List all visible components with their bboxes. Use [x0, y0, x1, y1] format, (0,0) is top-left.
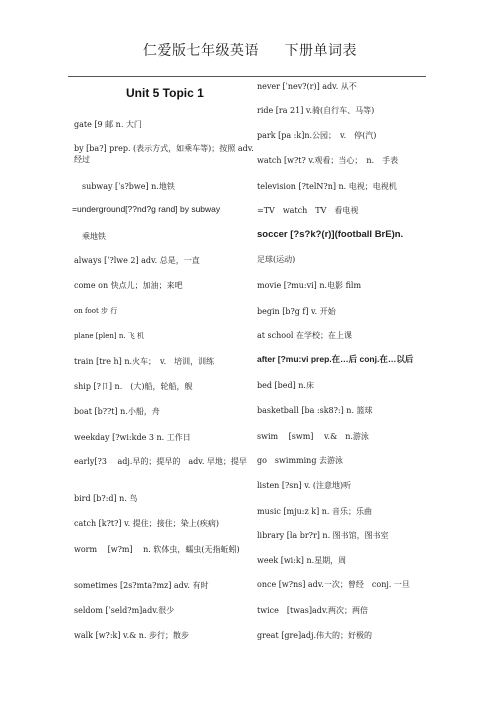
page-title: 仁爱版七年级英语 下册单词表: [143, 43, 357, 59]
list-item: movie [?mu:vi] n.电影 film: [257, 281, 362, 290]
list-item: =underground[??nd?g rand] by subway: [72, 204, 221, 214]
list-item: television [?telN?n] n. 电视；电视机: [257, 182, 397, 191]
list-item: early[?3 adj.早的；提早的 adv. 早地；提早: [74, 457, 247, 466]
list-item: ship [?卩] n. (大)船，轮船，舰: [74, 382, 193, 391]
list-item: ride [ra 21] v.骑(自行车、马等): [257, 106, 375, 115]
list-item: on foot 步 行: [74, 307, 118, 315]
list-item: walk [w?:k] v.& n. 步行；散步: [74, 631, 190, 640]
list-item: 乘地铁: [82, 232, 106, 241]
list-item: gate [9 邮 n. 大门: [74, 120, 142, 129]
list-item: twice [twas]adv.两次；两倍: [257, 606, 369, 615]
list-item: bed [bed] n.床: [257, 381, 314, 390]
list-item: library [la br?r] n. 图书馆，图书室: [257, 531, 389, 540]
list-item: worm [w?m] n. 软体虫，蠕虫(无指蚯蚓): [74, 545, 240, 554]
list-item: music [mju:z k] n. 音乐；乐曲: [257, 507, 372, 516]
list-item: after [?mu:vi prep.在…后 conj.在…以后: [257, 354, 414, 364]
list-item: begin [b?g f] v. 开始: [257, 307, 336, 316]
list-item: park [pa :k]n.公园； v. 停(汽): [257, 131, 377, 140]
list-item: weekday [?wi:kde 3 n. 工作日: [74, 433, 191, 442]
list-item: =TV watch TV 看电视: [257, 206, 359, 215]
list-item: never [ˈnev?(r)] adv. 从不: [257, 82, 357, 91]
list-item: catch [k?t?] v. 提住；接住；染上(疾病): [74, 519, 219, 528]
list-item: once [w?ns] adv.一次；曾经 conj. 一旦: [257, 580, 410, 589]
list-item: subway [ˈs?bwe] n.地铁: [82, 182, 175, 191]
list-item: 足球(运动): [257, 255, 296, 264]
list-item: plane [plen] n. 飞 机: [74, 332, 145, 340]
list-item: boat [b??t] n.小船，舟: [74, 407, 160, 416]
list-item: listen [?sn] v. (注意地)听: [257, 481, 352, 490]
list-item: great [gre]adj.伟大的；好极的: [257, 631, 373, 640]
header-rule: [68, 76, 426, 77]
list-item: soccer [?s?k?(r)](football BrE)n.: [257, 229, 404, 240]
list-item: by [ba?] prep. (表示方式，如乘车等)；按照 adv.经过: [74, 144, 254, 164]
list-item: always [ˈ?lwe 2] adv. 总是，一直: [74, 256, 200, 265]
list-item: week [wi:k] n.星期，周: [257, 556, 347, 565]
list-item: at school 在学校；在上课: [257, 331, 352, 340]
section-heading: Unit 5 Topic 1: [126, 86, 204, 100]
list-item: seldom [ˈseld?m]adv.很少: [74, 606, 175, 615]
list-item: train [tre h] n.火车； v. 培训，训练: [74, 357, 215, 366]
list-item: sometimes [2s?mta?mz] adv. 有时: [74, 581, 209, 590]
list-item: come on 快点儿；加油；来吧: [74, 281, 183, 290]
list-item: watch [w?t? v.观看；当心； n. 手表: [257, 156, 399, 165]
list-item: swim [swm] v.& n.游泳: [257, 432, 369, 441]
list-item: bird [b?:d] n. 鸟: [74, 494, 138, 503]
list-item: basketball [ba :sk8?:] n. 篮球: [257, 406, 373, 415]
list-item: go swimming 去游泳: [257, 456, 343, 465]
